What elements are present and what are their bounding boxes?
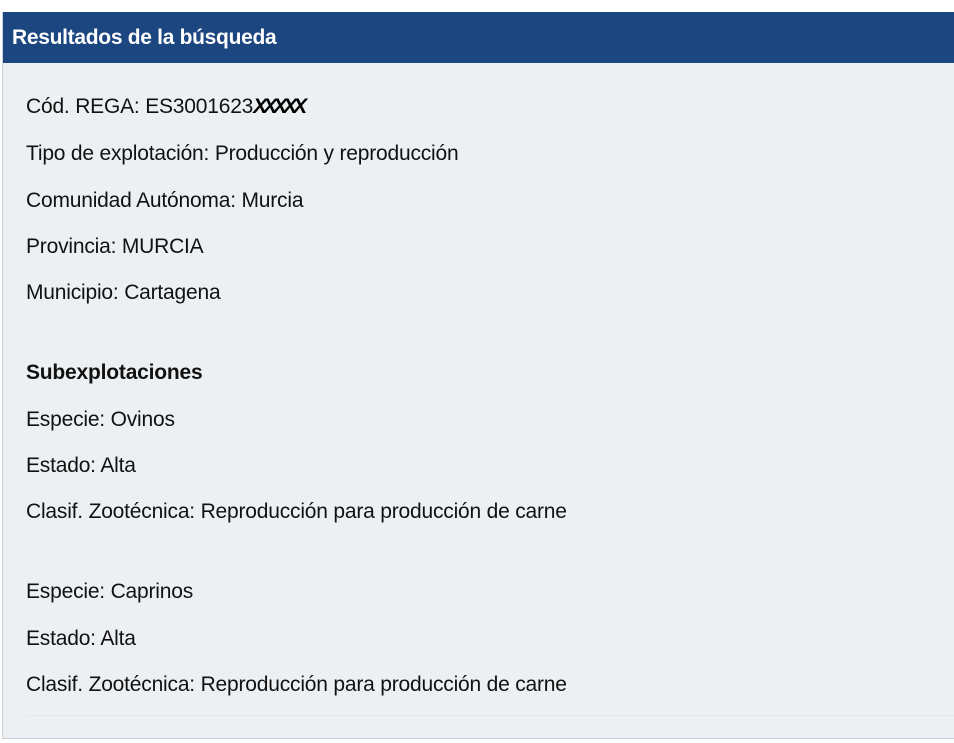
sub1-especie-value: Ovinos [110,408,175,431]
municipio-row [26,280,220,306]
sub2-estado-value: Alta [100,627,136,650]
tipo-explotacion-value: Producción y reproducción [214,142,459,165]
provincia-value: MURCIA [121,235,204,258]
sub2-clasif-label: Clasif. Zootécnica: [26,673,195,696]
provincia-row [26,234,204,260]
tipo-explotacion-label: Tipo de explotación: [26,142,210,165]
tipo-explotacion-row [26,141,458,167]
subexplotaciones-heading: Subexplotaciones [26,361,203,384]
comunidad-value: Murcia [241,189,304,212]
sub1-estado-value: Alta [100,454,136,477]
sub2-estado-row [26,626,136,652]
sub1-estado-row [26,453,136,479]
rega-code-label: Cód. REGA: [26,95,140,118]
sub2-especie-value: Caprinos [110,580,194,603]
rega-code-value: ES3001623 [145,95,254,118]
bottom-divider [26,715,954,716]
sub1-especie-row [26,407,175,433]
comunidad-label: Comunidad Autónoma: [26,189,236,212]
provincia-label: Provincia: [26,235,117,258]
sub1-clasif-row [26,499,567,525]
sub1-clasif-label: Clasif. Zootécnica: [26,500,195,523]
rega-code-masked: XXXXX [253,95,304,118]
rega-code-row [26,94,303,120]
panel-title: Resultados de la búsqueda [12,25,277,49]
panel-header [3,12,954,63]
sub2-estado-label: Estado: [26,627,96,650]
sub2-clasif-row [26,672,567,698]
sub1-especie-label: Especie: [26,408,105,431]
search-results-panel [2,12,954,739]
sub2-especie-label: Especie: [26,580,105,603]
municipio-label: Municipio: [26,281,119,304]
sub2-clasif-value: Reproducción para producción de carne [200,673,567,696]
sub1-clasif-value: Reproducción para producción de carne [200,500,567,523]
sub2-especie-row [26,579,193,605]
municipio-value: Cartagena [124,281,221,304]
sub1-estado-label: Estado: [26,454,96,477]
comunidad-row [26,188,303,214]
